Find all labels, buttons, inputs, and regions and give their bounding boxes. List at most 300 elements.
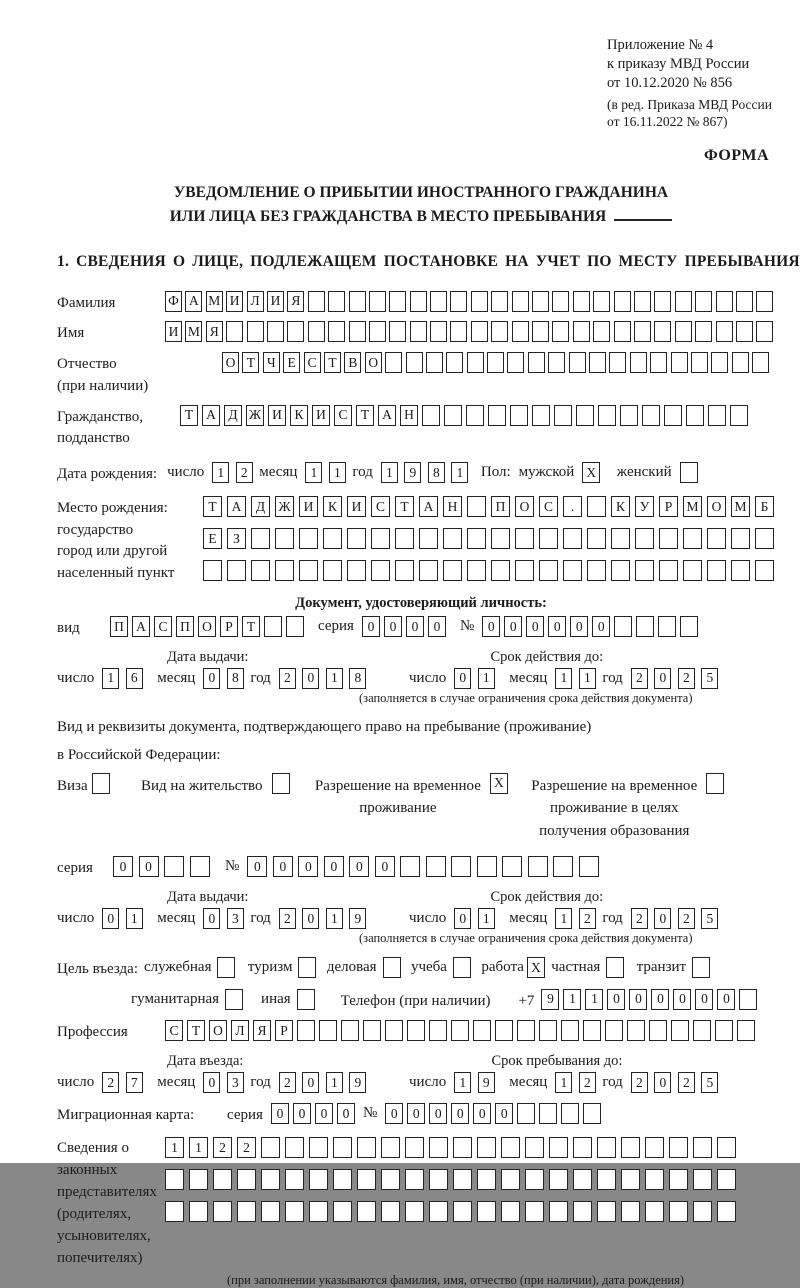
char-box[interactable]: 1 bbox=[478, 668, 495, 689]
char-box[interactable] bbox=[659, 528, 678, 549]
char-box[interactable] bbox=[597, 1137, 616, 1158]
char-box[interactable] bbox=[451, 1020, 469, 1041]
char-box[interactable] bbox=[552, 321, 569, 342]
stay-month-input[interactable] bbox=[555, 1072, 602, 1093]
sex-female-checkbox[interactable] bbox=[680, 462, 698, 483]
char-box[interactable] bbox=[525, 1137, 544, 1158]
char-box[interactable]: Я bbox=[253, 1020, 271, 1041]
char-box[interactable] bbox=[649, 1020, 667, 1041]
surname-input[interactable] bbox=[165, 291, 777, 312]
char-box[interactable] bbox=[190, 856, 210, 877]
phone-input[interactable] bbox=[541, 989, 761, 1010]
doc-issue-day-input[interactable] bbox=[102, 668, 149, 689]
char-box[interactable]: Т bbox=[180, 405, 198, 426]
char-box[interactable] bbox=[328, 291, 345, 312]
char-box[interactable] bbox=[381, 1201, 400, 1222]
char-box[interactable] bbox=[333, 1137, 352, 1158]
permit-expiry-year-input[interactable] bbox=[631, 908, 725, 929]
char-box[interactable] bbox=[532, 291, 549, 312]
char-box[interactable] bbox=[466, 405, 484, 426]
char-box[interactable]: 0 bbox=[451, 1103, 469, 1124]
char-box[interactable]: 0 bbox=[102, 908, 119, 929]
char-box[interactable]: 0 bbox=[429, 1103, 447, 1124]
char-box[interactable] bbox=[583, 1103, 601, 1124]
char-box[interactable] bbox=[576, 405, 594, 426]
char-box[interactable] bbox=[189, 1201, 208, 1222]
char-box[interactable]: С bbox=[334, 405, 352, 426]
permit-issue-month-input[interactable] bbox=[203, 908, 250, 929]
char-box[interactable]: Е bbox=[203, 528, 222, 549]
char-box[interactable] bbox=[669, 1137, 688, 1158]
birth-place-row2-input[interactable] bbox=[203, 528, 779, 549]
char-box[interactable]: Ж bbox=[275, 496, 294, 517]
char-box[interactable] bbox=[539, 1020, 557, 1041]
char-box[interactable] bbox=[736, 291, 753, 312]
char-box[interactable] bbox=[739, 989, 757, 1010]
char-box[interactable]: 0 bbox=[607, 989, 625, 1010]
char-box[interactable] bbox=[512, 291, 529, 312]
char-box[interactable] bbox=[510, 405, 528, 426]
char-box[interactable]: С bbox=[165, 1020, 183, 1041]
char-box[interactable]: О bbox=[209, 1020, 227, 1041]
char-box[interactable]: 8 bbox=[227, 668, 244, 689]
char-box[interactable] bbox=[491, 560, 510, 581]
purpose-business-checkbox[interactable] bbox=[383, 957, 401, 978]
char-box[interactable] bbox=[597, 1201, 616, 1222]
char-box[interactable] bbox=[389, 321, 406, 342]
char-box[interactable] bbox=[467, 352, 484, 373]
char-box[interactable] bbox=[621, 1169, 640, 1190]
char-box[interactable]: Р bbox=[275, 1020, 293, 1041]
char-box[interactable]: Т bbox=[356, 405, 374, 426]
char-box[interactable]: А bbox=[419, 496, 438, 517]
char-box[interactable]: 0 bbox=[302, 668, 319, 689]
char-box[interactable]: 0 bbox=[139, 856, 159, 877]
char-box[interactable] bbox=[471, 321, 488, 342]
char-box[interactable]: Н bbox=[400, 405, 418, 426]
char-box[interactable] bbox=[333, 1169, 352, 1190]
char-box[interactable]: 0 bbox=[298, 856, 318, 877]
char-box[interactable] bbox=[627, 1020, 645, 1041]
char-box[interactable] bbox=[443, 560, 462, 581]
char-box[interactable] bbox=[426, 352, 443, 373]
char-box[interactable]: 0 bbox=[302, 908, 319, 929]
char-box[interactable] bbox=[247, 321, 264, 342]
char-box[interactable]: 0 bbox=[203, 908, 220, 929]
purpose-work-checkbox[interactable]: X bbox=[527, 957, 545, 978]
residence-permit-checkbox[interactable] bbox=[272, 773, 290, 794]
char-box[interactable]: 0 bbox=[654, 1072, 671, 1093]
birth-month-input[interactable] bbox=[305, 462, 352, 483]
char-box[interactable] bbox=[716, 291, 733, 312]
char-box[interactable] bbox=[549, 1201, 568, 1222]
char-box[interactable] bbox=[593, 291, 610, 312]
char-box[interactable] bbox=[671, 1020, 689, 1041]
char-box[interactable] bbox=[675, 321, 692, 342]
char-box[interactable] bbox=[587, 496, 606, 517]
char-box[interactable] bbox=[227, 560, 246, 581]
char-box[interactable] bbox=[502, 856, 522, 877]
char-box[interactable] bbox=[563, 528, 582, 549]
char-box[interactable]: Е bbox=[283, 352, 300, 373]
char-box[interactable] bbox=[385, 352, 402, 373]
char-box[interactable]: 0 bbox=[406, 616, 424, 637]
char-box[interactable] bbox=[477, 1169, 496, 1190]
char-box[interactable] bbox=[400, 856, 420, 877]
char-box[interactable] bbox=[323, 560, 342, 581]
char-box[interactable] bbox=[561, 1020, 579, 1041]
char-box[interactable]: 2 bbox=[237, 1137, 256, 1158]
char-box[interactable] bbox=[634, 291, 651, 312]
char-box[interactable]: 1 bbox=[212, 462, 229, 483]
char-box[interactable]: 0 bbox=[203, 668, 220, 689]
char-box[interactable] bbox=[471, 291, 488, 312]
char-box[interactable] bbox=[587, 560, 606, 581]
char-box[interactable]: Т bbox=[242, 616, 260, 637]
char-box[interactable] bbox=[598, 405, 616, 426]
char-box[interactable] bbox=[515, 560, 534, 581]
char-box[interactable] bbox=[419, 528, 438, 549]
char-box[interactable] bbox=[645, 1137, 664, 1158]
char-box[interactable]: О bbox=[198, 616, 216, 637]
char-box[interactable]: 0 bbox=[384, 616, 402, 637]
char-box[interactable] bbox=[422, 405, 440, 426]
char-box[interactable]: З bbox=[227, 528, 246, 549]
char-box[interactable]: Р bbox=[659, 496, 678, 517]
char-box[interactable] bbox=[226, 321, 243, 342]
char-box[interactable] bbox=[654, 321, 671, 342]
char-box[interactable]: 9 bbox=[349, 1072, 366, 1093]
char-box[interactable] bbox=[532, 405, 550, 426]
char-box[interactable]: 0 bbox=[651, 989, 669, 1010]
char-box[interactable] bbox=[407, 1020, 425, 1041]
char-box[interactable]: Ж bbox=[246, 405, 264, 426]
char-box[interactable]: 2 bbox=[678, 668, 695, 689]
char-box[interactable]: И bbox=[312, 405, 330, 426]
char-box[interactable]: 1 bbox=[478, 908, 495, 929]
char-box[interactable]: 2 bbox=[579, 1072, 596, 1093]
char-box[interactable]: 1 bbox=[326, 668, 343, 689]
migration-number-input[interactable] bbox=[385, 1103, 605, 1124]
char-box[interactable] bbox=[453, 1169, 472, 1190]
char-box[interactable] bbox=[395, 560, 414, 581]
char-box[interactable] bbox=[730, 405, 748, 426]
char-box[interactable] bbox=[611, 528, 630, 549]
purpose-private-checkbox[interactable] bbox=[606, 957, 624, 978]
doc-expiry-day-input[interactable] bbox=[454, 668, 501, 689]
char-box[interactable] bbox=[341, 1020, 359, 1041]
char-box[interactable]: 1 bbox=[126, 908, 143, 929]
char-box[interactable]: С bbox=[371, 496, 390, 517]
char-box[interactable] bbox=[642, 405, 660, 426]
char-box[interactable]: 0 bbox=[324, 856, 344, 877]
char-box[interactable]: Н bbox=[443, 496, 462, 517]
doc-kind-input[interactable] bbox=[110, 616, 308, 637]
char-box[interactable]: 0 bbox=[315, 1103, 333, 1124]
char-box[interactable] bbox=[237, 1201, 256, 1222]
char-box[interactable] bbox=[756, 291, 773, 312]
char-box[interactable] bbox=[693, 1201, 712, 1222]
char-box[interactable] bbox=[251, 528, 270, 549]
entry-month-input[interactable] bbox=[203, 1072, 250, 1093]
char-box[interactable]: 1 bbox=[305, 462, 322, 483]
char-box[interactable] bbox=[614, 616, 632, 637]
char-box[interactable] bbox=[347, 528, 366, 549]
char-box[interactable] bbox=[381, 1137, 400, 1158]
char-box[interactable]: 2 bbox=[631, 1072, 648, 1093]
char-box[interactable]: Л bbox=[247, 291, 264, 312]
char-box[interactable]: 2 bbox=[279, 668, 296, 689]
char-box[interactable] bbox=[410, 291, 427, 312]
char-box[interactable] bbox=[579, 856, 599, 877]
char-box[interactable] bbox=[573, 321, 590, 342]
char-box[interactable] bbox=[736, 321, 753, 342]
char-box[interactable] bbox=[405, 1137, 424, 1158]
char-box[interactable]: Т bbox=[324, 352, 341, 373]
char-box[interactable] bbox=[443, 528, 462, 549]
char-box[interactable] bbox=[405, 1201, 424, 1222]
char-box[interactable]: 1 bbox=[579, 668, 596, 689]
char-box[interactable] bbox=[450, 291, 467, 312]
char-box[interactable]: 0 bbox=[349, 856, 369, 877]
char-box[interactable]: Т bbox=[395, 496, 414, 517]
char-box[interactable]: 9 bbox=[349, 908, 366, 929]
char-box[interactable] bbox=[477, 1201, 496, 1222]
purpose-tourism-checkbox[interactable] bbox=[298, 957, 316, 978]
char-box[interactable]: К bbox=[323, 496, 342, 517]
stay-year-input[interactable] bbox=[631, 1072, 725, 1093]
char-box[interactable] bbox=[357, 1137, 376, 1158]
permit-issue-year-input[interactable] bbox=[279, 908, 373, 929]
char-box[interactable]: Б bbox=[755, 496, 774, 517]
char-box[interactable] bbox=[517, 1103, 535, 1124]
char-box[interactable] bbox=[371, 528, 390, 549]
char-box[interactable] bbox=[549, 1169, 568, 1190]
char-box[interactable] bbox=[664, 405, 682, 426]
char-box[interactable] bbox=[683, 528, 702, 549]
char-box[interactable] bbox=[755, 528, 774, 549]
char-box[interactable] bbox=[553, 856, 573, 877]
char-box[interactable]: 0 bbox=[482, 616, 500, 637]
char-box[interactable]: М bbox=[683, 496, 702, 517]
char-box[interactable] bbox=[539, 560, 558, 581]
char-box[interactable] bbox=[357, 1169, 376, 1190]
char-box[interactable]: 7 bbox=[126, 1072, 143, 1093]
citizenship-input[interactable] bbox=[180, 405, 752, 426]
char-box[interactable]: 8 bbox=[349, 668, 366, 689]
doc-expiry-year-input[interactable] bbox=[631, 668, 725, 689]
char-box[interactable] bbox=[477, 1137, 496, 1158]
char-box[interactable] bbox=[430, 291, 447, 312]
char-box[interactable]: 0 bbox=[592, 616, 610, 637]
char-box[interactable] bbox=[251, 560, 270, 581]
char-box[interactable] bbox=[287, 321, 304, 342]
char-box[interactable] bbox=[707, 528, 726, 549]
char-box[interactable] bbox=[635, 528, 654, 549]
char-box[interactable]: 0 bbox=[570, 616, 588, 637]
char-box[interactable]: 0 bbox=[454, 908, 471, 929]
char-box[interactable]: Д bbox=[251, 496, 270, 517]
char-box[interactable]: И bbox=[347, 496, 366, 517]
char-box[interactable]: 0 bbox=[203, 1072, 220, 1093]
char-box[interactable] bbox=[630, 352, 647, 373]
char-box[interactable] bbox=[285, 1169, 304, 1190]
char-box[interactable] bbox=[309, 1169, 328, 1190]
edu-permit-checkbox[interactable] bbox=[706, 773, 724, 794]
char-box[interactable]: И bbox=[226, 291, 243, 312]
birth-place-row1-input[interactable] bbox=[203, 496, 779, 517]
char-box[interactable]: Т bbox=[187, 1020, 205, 1041]
temp-permit-checkbox[interactable]: X bbox=[490, 773, 508, 794]
char-box[interactable]: 0 bbox=[375, 856, 395, 877]
char-box[interactable] bbox=[621, 1201, 640, 1222]
permit-expiry-day-input[interactable] bbox=[454, 908, 501, 929]
char-box[interactable] bbox=[528, 352, 545, 373]
char-box[interactable] bbox=[589, 352, 606, 373]
char-box[interactable] bbox=[429, 1169, 448, 1190]
char-box[interactable] bbox=[587, 528, 606, 549]
char-box[interactable]: 0 bbox=[673, 989, 691, 1010]
char-box[interactable] bbox=[683, 560, 702, 581]
char-box[interactable]: С bbox=[539, 496, 558, 517]
char-box[interactable]: 2 bbox=[236, 462, 253, 483]
char-box[interactable] bbox=[708, 405, 726, 426]
char-box[interactable] bbox=[189, 1169, 208, 1190]
permit-series-input[interactable] bbox=[113, 856, 215, 877]
char-box[interactable]: О bbox=[515, 496, 534, 517]
char-box[interactable]: О bbox=[365, 352, 382, 373]
char-box[interactable]: Т bbox=[242, 352, 259, 373]
char-box[interactable]: 2 bbox=[213, 1137, 232, 1158]
char-box[interactable] bbox=[309, 1137, 328, 1158]
char-box[interactable]: 0 bbox=[428, 616, 446, 637]
char-box[interactable]: И bbox=[268, 405, 286, 426]
char-box[interactable]: 1 bbox=[326, 1072, 343, 1093]
char-box[interactable] bbox=[286, 616, 304, 637]
char-box[interactable]: Т bbox=[203, 496, 222, 517]
char-box[interactable] bbox=[165, 1169, 184, 1190]
char-box[interactable] bbox=[593, 321, 610, 342]
char-box[interactable] bbox=[405, 1169, 424, 1190]
char-box[interactable] bbox=[381, 1169, 400, 1190]
char-box[interactable] bbox=[477, 856, 497, 877]
char-box[interactable]: А bbox=[185, 291, 202, 312]
char-box[interactable]: Я bbox=[287, 291, 304, 312]
char-box[interactable] bbox=[261, 1137, 280, 1158]
char-box[interactable]: 2 bbox=[631, 908, 648, 929]
char-box[interactable]: 0 bbox=[293, 1103, 311, 1124]
char-box[interactable]: 9 bbox=[478, 1072, 495, 1093]
char-box[interactable]: 3 bbox=[227, 908, 244, 929]
char-box[interactable] bbox=[654, 291, 671, 312]
char-box[interactable] bbox=[429, 1137, 448, 1158]
char-box[interactable] bbox=[297, 1020, 315, 1041]
char-box[interactable] bbox=[686, 405, 704, 426]
char-box[interactable] bbox=[715, 1020, 733, 1041]
char-box[interactable] bbox=[323, 528, 342, 549]
char-box[interactable]: Я bbox=[206, 321, 223, 342]
char-box[interactable] bbox=[165, 1201, 184, 1222]
char-box[interactable] bbox=[488, 405, 506, 426]
char-box[interactable] bbox=[430, 321, 447, 342]
char-box[interactable] bbox=[717, 1201, 736, 1222]
char-box[interactable] bbox=[693, 1169, 712, 1190]
char-box[interactable] bbox=[308, 291, 325, 312]
char-box[interactable] bbox=[507, 352, 524, 373]
char-box[interactable] bbox=[429, 1020, 447, 1041]
char-box[interactable] bbox=[573, 1169, 592, 1190]
char-box[interactable] bbox=[389, 291, 406, 312]
representatives-row1-input[interactable] bbox=[165, 1137, 741, 1158]
char-box[interactable] bbox=[369, 291, 386, 312]
char-box[interactable] bbox=[285, 1201, 304, 1222]
entry-year-input[interactable] bbox=[279, 1072, 373, 1093]
doc-issue-year-input[interactable] bbox=[279, 668, 373, 689]
birth-day-input[interactable] bbox=[212, 462, 259, 483]
char-box[interactable]: 1 bbox=[454, 1072, 471, 1093]
char-box[interactable] bbox=[737, 1020, 755, 1041]
char-box[interactable] bbox=[453, 1137, 472, 1158]
char-box[interactable] bbox=[597, 1169, 616, 1190]
char-box[interactable] bbox=[525, 1201, 544, 1222]
given-name-input[interactable] bbox=[165, 321, 777, 342]
doc-expiry-month-input[interactable] bbox=[555, 668, 602, 689]
char-box[interactable] bbox=[261, 1169, 280, 1190]
profession-input[interactable] bbox=[165, 1020, 759, 1041]
char-box[interactable] bbox=[275, 560, 294, 581]
char-box[interactable] bbox=[371, 560, 390, 581]
char-box[interactable]: 5 bbox=[701, 1072, 718, 1093]
purpose-study-checkbox[interactable] bbox=[453, 957, 471, 978]
char-box[interactable] bbox=[611, 560, 630, 581]
char-box[interactable] bbox=[444, 405, 462, 426]
char-box[interactable]: У bbox=[635, 496, 654, 517]
representatives-row2-input[interactable] bbox=[165, 1169, 741, 1190]
char-box[interactable] bbox=[285, 1137, 304, 1158]
char-box[interactable]: 1 bbox=[555, 668, 572, 689]
char-box[interactable] bbox=[645, 1169, 664, 1190]
char-box[interactable] bbox=[385, 1020, 403, 1041]
char-box[interactable]: 0 bbox=[695, 989, 713, 1010]
char-box[interactable] bbox=[554, 405, 572, 426]
char-box[interactable] bbox=[532, 321, 549, 342]
doc-number-input[interactable] bbox=[482, 616, 702, 637]
char-box[interactable] bbox=[707, 560, 726, 581]
char-box[interactable] bbox=[634, 321, 651, 342]
char-box[interactable]: М bbox=[731, 496, 750, 517]
char-box[interactable]: 1 bbox=[329, 462, 346, 483]
char-box[interactable]: 0 bbox=[271, 1103, 289, 1124]
char-box[interactable] bbox=[363, 1020, 381, 1041]
representatives-row3-input[interactable] bbox=[165, 1201, 741, 1222]
char-box[interactable]: С bbox=[154, 616, 172, 637]
char-box[interactable] bbox=[395, 528, 414, 549]
char-box[interactable]: О bbox=[222, 352, 239, 373]
char-box[interactable] bbox=[573, 1201, 592, 1222]
char-box[interactable] bbox=[711, 352, 728, 373]
char-box[interactable] bbox=[561, 1103, 579, 1124]
char-box[interactable]: П bbox=[176, 616, 194, 637]
char-box[interactable]: 5 bbox=[701, 908, 718, 929]
char-box[interactable] bbox=[349, 291, 366, 312]
doc-series-input[interactable] bbox=[362, 616, 450, 637]
char-box[interactable]: Р bbox=[220, 616, 238, 637]
char-box[interactable]: Ф bbox=[165, 291, 182, 312]
char-box[interactable] bbox=[680, 616, 698, 637]
char-box[interactable]: Д bbox=[224, 405, 242, 426]
char-box[interactable] bbox=[429, 1201, 448, 1222]
char-box[interactable] bbox=[569, 352, 586, 373]
